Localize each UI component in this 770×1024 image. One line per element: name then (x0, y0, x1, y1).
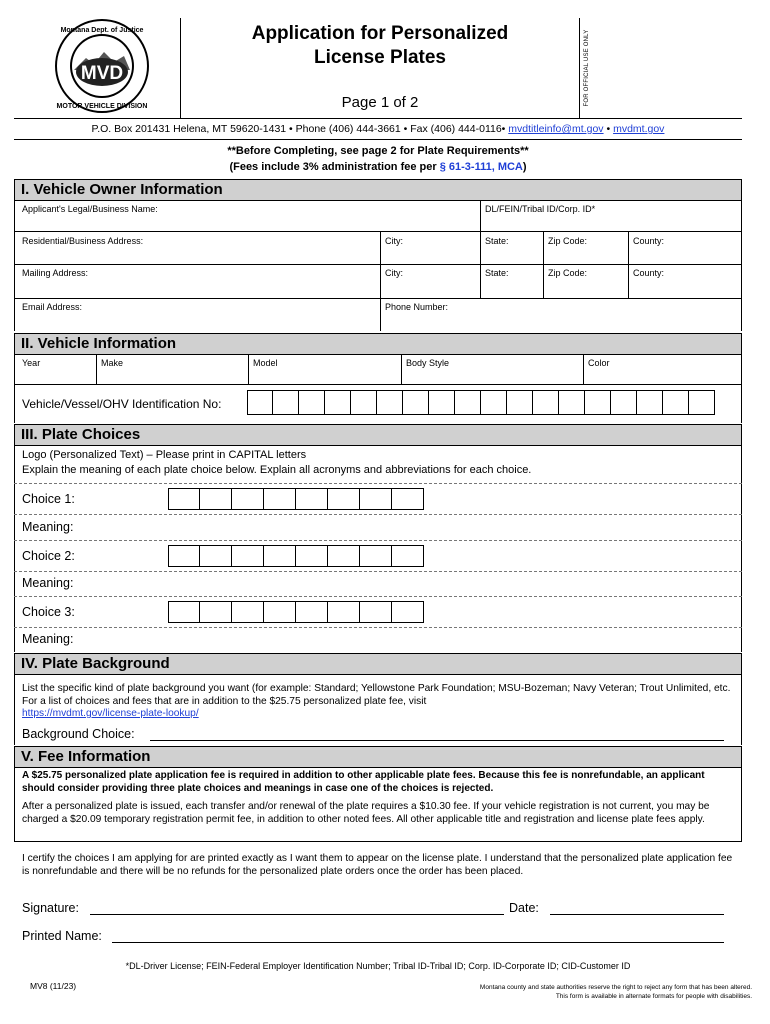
make-label: Make (101, 358, 124, 368)
section-1-frame (14, 201, 742, 331)
date-label: Date: (509, 901, 539, 915)
divider (401, 355, 402, 384)
notice-line1: **Before Completing, see page 2 for Plate Requirements** (227, 145, 529, 157)
email-link[interactable]: mvdtitleinfo@mt.gov (508, 123, 604, 135)
body-style-label: Body Style (406, 358, 450, 368)
date-line[interactable] (550, 914, 724, 915)
mailing-address-label: Mailing Address: (22, 268, 89, 278)
choice-1-boxes[interactable] (168, 488, 424, 510)
meaning-2-label: Meaning: (22, 576, 74, 590)
vin-boxes[interactable] (247, 390, 715, 415)
form-id: MV8 (11/23) (30, 981, 77, 991)
mail-state-label: State: (485, 268, 509, 278)
phone-label: Phone Number: (385, 302, 449, 312)
mail-city-label: City: (385, 268, 403, 278)
divider (248, 355, 249, 384)
row-divider (14, 231, 742, 232)
contact-bar (14, 118, 742, 140)
choice-1-label: Choice 1: (22, 492, 75, 506)
residential-address-label: Residential/Business Address: (22, 236, 144, 246)
row-divider (14, 384, 742, 385)
official-use-label: FOR OFFICIAL USE ONLY (584, 29, 590, 107)
dl-id-label: DL/FEIN/Tribal ID/Corp. ID* (485, 204, 596, 214)
instruction-2: Explain the meaning of each plate choice below. Explain all acronyms and abbreviations for each choice. (22, 464, 532, 476)
fee-bold-text: A $25.75 personalized plate application fee is required in addition to other applicable plate fees. Because this fee is nonrefundable, an applicant should consider providing three plate choices and meanings in case one of the choices is rejected. (22, 770, 705, 794)
footer-disclaimer-2: This form is available in alternate formats for people with disabilities. (555, 993, 752, 1000)
signature-label: Signature: (22, 901, 79, 915)
contact-sep: • (603, 123, 614, 135)
background-choice-label: Background Choice: (22, 727, 135, 741)
divider (14, 571, 742, 572)
model-label: Model (253, 358, 278, 368)
mvd-logo (54, 18, 150, 114)
section-3-header: III. Plate Choices (14, 424, 742, 446)
row-divider (14, 264, 742, 265)
applicant-name-label: Applicant's Legal/Business Name: (22, 204, 158, 214)
notice-line2: (Fees include 3% administration fee per (229, 161, 440, 173)
svg-text:MOTOR VEHICLE DIVISION: MOTOR VEHICLE DIVISION (56, 103, 148, 110)
divider (14, 483, 742, 484)
row-divider (14, 298, 742, 299)
instruction-1: Logo (Personalized Text) – Please print in CAPITAL letters (22, 449, 307, 461)
meaning-1-label: Meaning: (22, 520, 74, 534)
section-2-header: II. Vehicle Information (14, 333, 742, 355)
contact-text: P.O. Box 201431 Helena, MT 59620-1431 • Phone (406) 444-3661 • Fax (406) 444-0116• (91, 123, 509, 135)
plate-instructions (22, 448, 531, 478)
website-link[interactable]: mvdmt.gov (613, 123, 665, 135)
choice-3-boxes[interactable] (168, 601, 424, 623)
res-city-label: City: (385, 236, 403, 246)
divider (14, 540, 742, 541)
res-state-label: State: (485, 236, 509, 246)
divider (14, 627, 742, 628)
meaning-3-label: Meaning: (22, 632, 74, 646)
footer-disclaimer (480, 983, 752, 1001)
title-box (180, 18, 580, 118)
abbreviations-note: *DL-Driver License; FEIN-Federal Employer Identification Number; Tribal ID-Tribal ID; Corp. ID-Corporate ID; CID-Customer ID (125, 961, 631, 971)
fee-text: After a personalized plate is issued, each transfer and/or renewal of the plate requires a $10.30 fee. If your vehicle registration is not current, you may be charged a $20.09 temporary registration permit fee, in addition to other noted fees. All other applicable title and registration and license plate fees apply. (22, 801, 710, 825)
printed-name-label: Printed Name: (22, 929, 102, 943)
vin-label: Vehicle/Vessel/OHV Identification No: (22, 397, 222, 411)
logo-abbrev: MVD (80, 63, 124, 84)
divider (583, 355, 584, 384)
notice-line2-end: ) (522, 161, 527, 173)
background-choice-line[interactable] (150, 740, 724, 741)
signature-line[interactable] (90, 914, 504, 915)
res-county-label: County: (633, 236, 665, 246)
svg-text:Montana Dept. of Justice: Montana Dept. of Justice (60, 27, 144, 34)
divider (96, 355, 97, 384)
divider (480, 201, 481, 231)
choice-3-label: Choice 3: (22, 605, 75, 619)
background-text: List the specific kind of plate background you want (for example: Standard; Yellowstone Park Foundation; MSU-Bozeman; Navy Veteran; Trout Unlimited, etc. For a list of choices and fees that are in addition to the $25.75 personalized plate fee, visit (22, 683, 731, 707)
section-4-header: IV. Plate Background (14, 653, 742, 675)
notice (14, 143, 742, 175)
page-number: Page 1 of 2 (341, 94, 419, 111)
divider (14, 596, 742, 597)
plate-lookup-link[interactable]: https://mvdmt.gov/license-plate-lookup/ (22, 708, 199, 719)
choice-2-label: Choice 2: (22, 549, 75, 563)
mail-zip-label: Zip Code: (548, 268, 588, 278)
email-label: Email Address: (22, 302, 83, 312)
res-zip-label: Zip Code: (548, 236, 588, 246)
printed-name-line[interactable] (112, 942, 724, 943)
form-title: Application for Personalized License Plates (251, 23, 509, 68)
choice-2-boxes[interactable] (168, 545, 424, 567)
background-instructions (22, 683, 734, 721)
section-1-header: I. Vehicle Owner Information (14, 179, 742, 201)
footer-disclaimer-1: Montana county and state authorities reserve the right to reject any form that has been altered. (479, 984, 752, 991)
section-5-header: V. Fee Information (14, 746, 742, 768)
color-label: Color (588, 358, 610, 368)
mail-county-label: County: (633, 268, 665, 278)
statute-link[interactable]: § 61-3-111, MCA (439, 161, 523, 173)
year-label: Year (22, 358, 41, 368)
divider (380, 298, 381, 331)
divider (14, 514, 742, 515)
certification-text: I certify the choices I am applying for are printed exactly as I want them to appear on the license plate. I understand that the personalized plate application fee is nonrefundable and there will be no refunds for the personalized plate orders once the order has been placed. (22, 853, 733, 877)
